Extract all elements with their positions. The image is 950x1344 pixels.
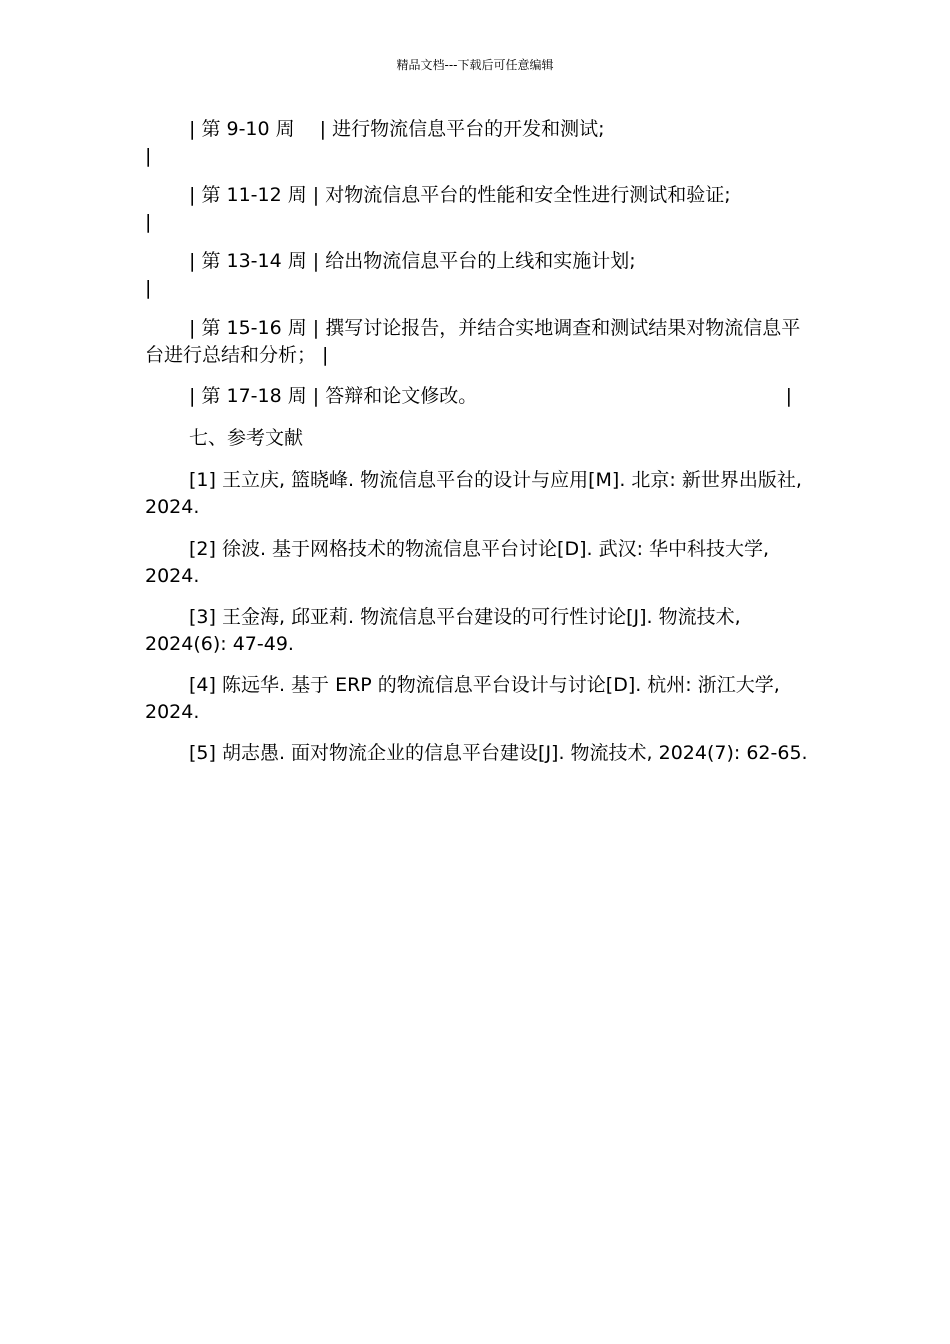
schedule-row <box>145 116 810 170</box>
page-header: 精品文档---下载后可任意编辑 <box>396 58 554 72</box>
schedule-row-text: | 第 15-16 周 | 撰写讨论报告，并结合实地调查和测试结果对物流信息平台进行总结和分析； | <box>145 317 801 366</box>
reference-item: [1] 王立庆, 篮晓峰. 物流信息平台的设计与应用[M]. 北京: 新世界出版社, 2024. <box>145 469 802 518</box>
reference-item: [2] 徐波. 基于网格技术的物流信息平台讨论[D]. 武汉: 华中科技大学, 2024. <box>145 538 770 587</box>
schedule-row <box>145 248 810 302</box>
schedule-row-text: | 第 17-18 周 | 答辩和论文修改。 <box>189 385 478 407</box>
schedule-row <box>145 383 810 410</box>
reference-item: [4] 陈远华. 基于 ERP 的物流信息平台设计与讨论[D]. 杭州: 浙江大学, 2024. <box>145 674 780 723</box>
schedule-row-text: | 第 9-10 周 | 进行物流信息平台的开发和测试; <box>189 118 605 140</box>
schedule-row <box>145 182 810 236</box>
table-border-pipe: | <box>145 277 152 299</box>
reference-item: [3] 王金海, 邱亚莉. 物流信息平台建设的可行性讨论[J]. 物流技术, 2024(6): 47-49. <box>145 606 741 655</box>
table-border-pipe: | <box>145 145 152 167</box>
table-border-pipe: | <box>145 211 152 233</box>
schedule-row-text: | 第 13-14 周 | 给出物流信息平台的上线和实施计划; <box>189 250 636 272</box>
schedule-row-text: | 第 11-12 周 | 对物流信息平台的性能和安全性进行测试和验证; <box>189 184 731 206</box>
section-title: 七、参考文献 <box>189 427 304 449</box>
reference-item: [5] 胡志愚. 面对物流企业的信息平台建设[J]. 物流技术, 2024(7): 62-65. <box>189 742 808 764</box>
table-border-pipe: | <box>785 385 792 407</box>
schedule-row <box>145 315 810 369</box>
